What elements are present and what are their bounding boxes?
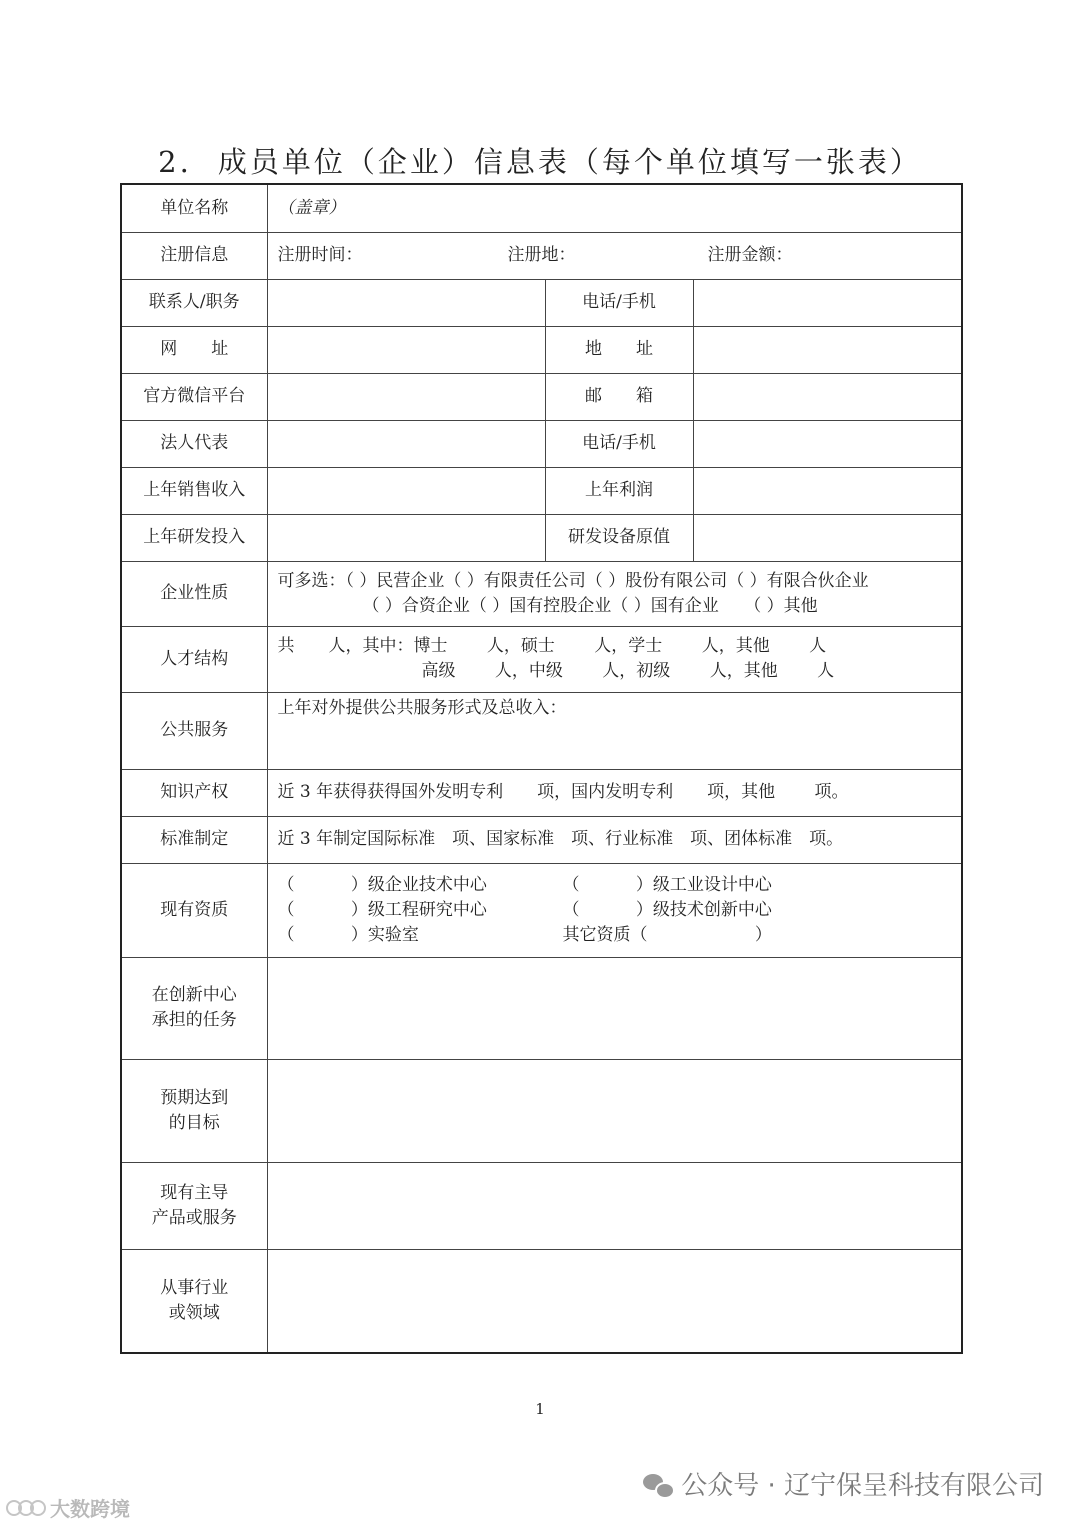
- label-tasks-line-1: 在创新中心: [151, 985, 237, 1005]
- brand-text: 大数跨境: [50, 1497, 130, 1521]
- label-talent: 人才结构: [121, 626, 267, 692]
- row-nature: [121, 561, 962, 626]
- page-number: 1: [535, 1400, 545, 1418]
- brand-logo-icon: [6, 1498, 46, 1518]
- watermark: [643, 1465, 1044, 1502]
- wechat-icon: [643, 1472, 673, 1496]
- row-wechat: [121, 373, 962, 420]
- sales-field[interactable]: [267, 467, 545, 514]
- label-legal-rep-phone: 电话/手机: [545, 420, 693, 467]
- label-wechat: 官方微信平台: [121, 373, 267, 420]
- contact-phone-field[interactable]: [693, 279, 962, 326]
- row-goals: [121, 1059, 962, 1162]
- contact-field[interactable]: [267, 279, 545, 326]
- label-products: [121, 1162, 267, 1249]
- label-email: 邮 箱: [545, 373, 693, 420]
- profit-field[interactable]: [693, 467, 962, 514]
- ip-field[interactable]: 近 3 年获得获得国外发明专利 项，国内发明专利 项，其他 项。: [267, 769, 962, 816]
- label-rd-investment: 上年研发投入: [121, 514, 267, 561]
- title-number: 2.: [158, 145, 192, 179]
- qual-other: 其它资质（ ）: [562, 924, 772, 945]
- label-profit: 上年利润: [545, 467, 693, 514]
- talent-line-1: 共 人，其中：博士 人，硕士 人，学士 人，其他 人: [277, 636, 827, 656]
- label-standards: 标准制定: [121, 816, 267, 863]
- label-products-line-1: 现有主导: [160, 1182, 229, 1203]
- label-tasks: [121, 957, 267, 1059]
- nature-line-2: （ ）合资企业（ ）国有控股企业（ ）国有企业 （ ）其他: [362, 595, 818, 616]
- registration-field[interactable]: [267, 232, 962, 279]
- label-goals-line-1: 预期达到: [160, 1087, 229, 1108]
- row-legal-rep: [121, 420, 962, 467]
- row-website: [121, 326, 962, 373]
- label-ip: 知识产权: [121, 769, 267, 816]
- talent-field[interactable]: [267, 626, 962, 692]
- watermark-text: 公众号 · 辽宁保呈科技有限公司: [681, 1471, 1044, 1501]
- member-info-form: [120, 183, 963, 1354]
- rd-equipment-field[interactable]: [693, 514, 962, 561]
- label-contact: 联系人/职务: [121, 279, 267, 326]
- label-sales: 上年销售收入: [121, 467, 267, 514]
- tasks-field[interactable]: [267, 957, 962, 1059]
- row-ip: [121, 769, 962, 816]
- row-talent: [121, 626, 962, 692]
- label-nature: 企业性质: [121, 561, 267, 626]
- label-contact-phone: 电话/手机: [545, 279, 693, 326]
- address-field[interactable]: [693, 326, 962, 373]
- row-registration: [121, 232, 962, 279]
- label-goals-line-2: 的目标: [168, 1112, 220, 1133]
- email-field[interactable]: [693, 373, 962, 420]
- nature-line-1: 可多选：（ ）民营企业（ ）有限责任公司（ ）股份有限公司（ ）有限合伙企业: [277, 570, 869, 591]
- rd-investment-field[interactable]: [267, 514, 545, 561]
- row-contact: [121, 279, 962, 326]
- label-registration: 注册信息: [121, 232, 267, 279]
- public-service-field[interactable]: 上年对外提供公共服务形式及总收入：: [267, 692, 962, 769]
- label-products-line-2: 产品或服务: [151, 1207, 237, 1228]
- page-title: [0, 140, 1080, 181]
- qual-industrial-design: （ ）级工业设计中心: [562, 874, 772, 895]
- wechat-field[interactable]: [267, 373, 545, 420]
- label-rd-equipment: 研发设备原值: [545, 514, 693, 561]
- qual-tech-innovation: （ ）级技术创新中心: [562, 899, 772, 920]
- row-industry: [121, 1249, 962, 1353]
- title-text: 成员单位（企业）信息表（每个单位填写一张表）: [217, 145, 922, 179]
- label-public-service: 公共服务: [121, 692, 267, 769]
- label-website: 网 址: [121, 326, 267, 373]
- row-rd: [121, 514, 962, 561]
- label-tasks-line-2: 承担的任务: [151, 1010, 237, 1030]
- standards-field[interactable]: 近 3 年制定国际标准 项、国家标准 项、行业标准 项、团体标准 项。: [267, 816, 962, 863]
- unit-name-field[interactable]: （盖章）: [267, 184, 962, 232]
- label-qualifications: 现有资质: [121, 863, 267, 957]
- qual-laboratory: （ ）实验室: [277, 924, 419, 945]
- label-industry: [121, 1249, 267, 1353]
- industry-field[interactable]: [267, 1249, 962, 1353]
- registration-time: 注册时间：: [277, 245, 363, 265]
- registration-amount: 注册金额：: [707, 245, 793, 265]
- registration-place: 注册地：: [507, 245, 576, 265]
- legal-rep-field[interactable]: [267, 420, 545, 467]
- nature-field[interactable]: [267, 561, 962, 626]
- row-unit-name: [121, 184, 962, 232]
- row-public-service: [121, 692, 962, 769]
- row-tasks: [121, 957, 962, 1059]
- label-address: 地 址: [545, 326, 693, 373]
- label-industry-line-1: 从事行业: [160, 1277, 229, 1298]
- row-products: [121, 1162, 962, 1249]
- label-unit-name: 单位名称: [121, 184, 267, 232]
- talent-line-2: 高级 人，中级 人，初级 人，其他 人: [421, 661, 835, 681]
- row-sales: [121, 467, 962, 514]
- label-industry-line-2: 或领域: [168, 1302, 220, 1323]
- label-goals: [121, 1059, 267, 1162]
- label-legal-rep: 法人代表: [121, 420, 267, 467]
- brand-mark: [6, 1493, 130, 1522]
- row-qualifications: [121, 863, 962, 957]
- products-field[interactable]: [267, 1162, 962, 1249]
- legal-rep-phone-field[interactable]: [693, 420, 962, 467]
- qual-enterprise-tech: （ ）级企业技术中心: [277, 874, 487, 895]
- qualifications-field[interactable]: [267, 863, 962, 957]
- website-field[interactable]: [267, 326, 545, 373]
- goals-field[interactable]: [267, 1059, 962, 1162]
- row-standards: [121, 816, 962, 863]
- qual-engineering-research: （ ）级工程研究中心: [277, 899, 487, 920]
